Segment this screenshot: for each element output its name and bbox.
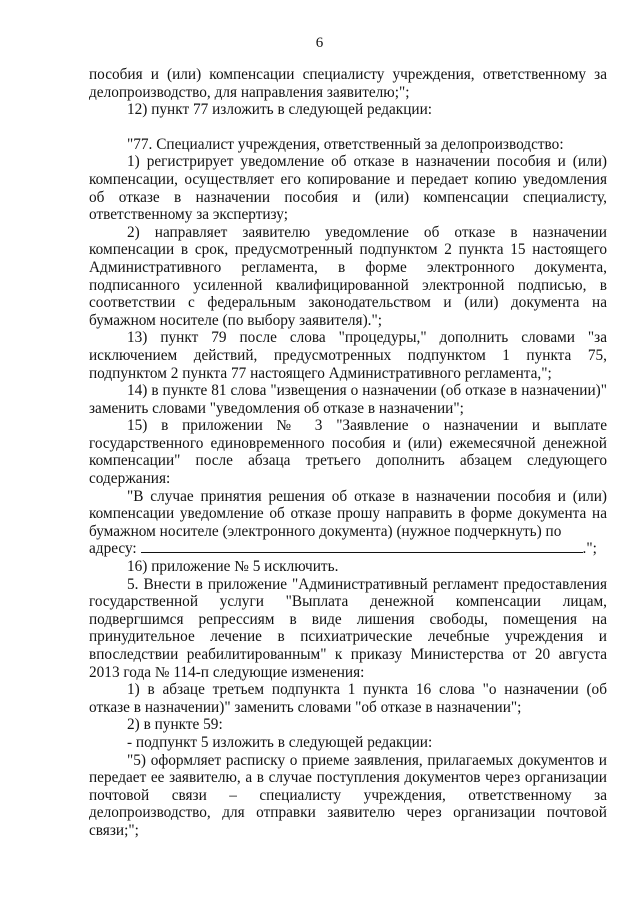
address-label: адресу: xyxy=(89,540,137,558)
address-tail: ."; xyxy=(582,540,597,558)
paragraph-p8: 15) в приложении № 3 "Заявление о назначении и выплате государственного единовременного пособия и (или) ежемесячной денежной компенсации" после абзаца третьего дополнить абзацем следующего содержания: xyxy=(89,417,607,488)
paragraph-p5: 2) направляет заявителю уведомление об отказе в назначении компенсации в срок, предусмотренный подпунктом 2 пункта 15 настоящего Административного регламента, в форме электронного документа, подписанного усиленной квалифицированной электронной подписью, в соответствии с федеральным законодательством и (или) документа на бумажном носителе (по выбору заявителя)."; xyxy=(89,223,607,329)
paragraph-p3: "77. Специалист учреждения, ответственный за делопроизводство: xyxy=(127,135,564,153)
paragraph-p11: 16) приложение № 5 исключить. xyxy=(127,558,339,576)
paragraph-p12: 5. Внести в приложение "Административный регламент предоставления государственной услуги "Выплата денежной компенсации лицам, подвергшимся репрессиям в виде лишения свободы, помещения на принудительное лечение в психиатрические лечебные учреждения и впоследствии реабилитированным" к приказу Министерства от 20 августа 2013 года № 114-п следующие изменения: xyxy=(89,575,607,681)
paragraph-p15: - подпункт 5 изложить в следующей редакции: xyxy=(127,733,433,751)
document-body xyxy=(89,66,607,840)
paragraph-p2: 12) пункт 77 изложить в следующей редакции: xyxy=(127,101,433,119)
page-number: 6 xyxy=(315,35,324,51)
paragraph-p13: 1) в абзаце третьем подпункта 1 пункта 16 слова "о назначении (об отказе в назначении)" заменить словами "об отказе в назначении"; xyxy=(89,681,607,716)
paragraph-p9: "В случае принятия решения об отказе в назначении пособия и (или) компенсации уведомление об отказе прошу направить в форме документа на бумажном носителе (электронного документа) (нужное подчеркнуть) по xyxy=(89,487,607,540)
paragraph-p1: пособия и (или) компенсации специалисту учреждения, ответственному за делопроизводство, для направления заявителю;"; xyxy=(89,66,607,101)
paragraph-p10 xyxy=(89,540,607,558)
paragraph-p4: 1) регистрирует уведомление об отказе в назначении пособия и (или) компенсации, осуществляет его копирование и передает копию уведомления об отказе в назначении пособия и (или) компенсации специалисту, ответственному за экспертизу; xyxy=(89,153,607,224)
paragraph-p7: 14) в пункте 81 слова "извещения о назначении (об отказе в назначении)" заменить словами "уведомления об отказе в назначении"; xyxy=(89,382,607,417)
address-fill-line xyxy=(141,540,583,553)
paragraph-p6: 13) пункт 79 после слова "процедуры," дополнить словами "за исключением действий, предусмотренных подпунктом 1 пункта 75, подпунктом 2 пункта 77 настоящего Административного регламента,"; xyxy=(89,329,607,382)
paragraph-gap xyxy=(89,119,607,136)
paragraph-p14: 2) в пункте 59: xyxy=(127,716,223,734)
paragraph-p16: "5) оформляет расписку о приеме заявления, прилагаемых документов и передает ее заявителю, а в случае поступления документов через организации почтовой связи – специалисту учреждения, ответственному за делопроизводство, для отправки заявителю через организации почтовой связи;"; xyxy=(89,751,607,839)
